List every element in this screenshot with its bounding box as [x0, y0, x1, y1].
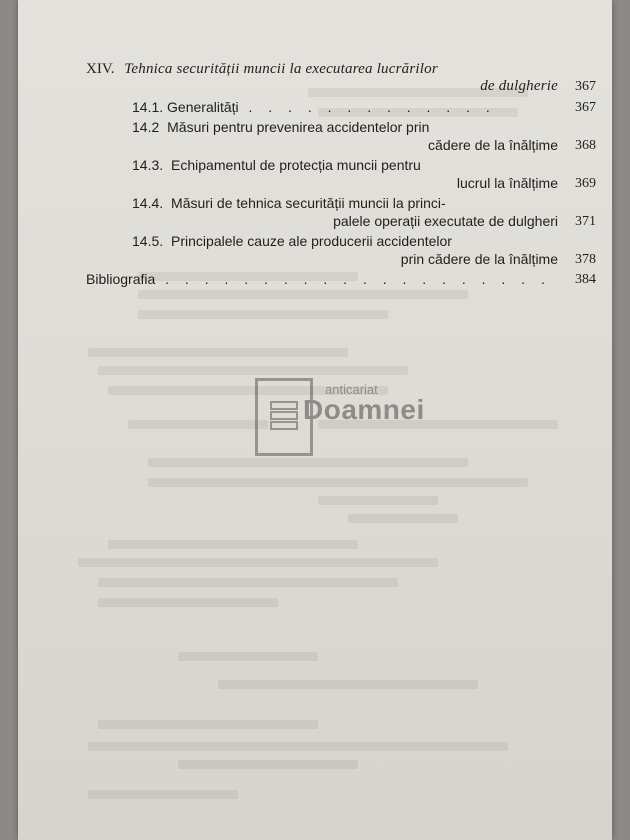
chapter-title-line2: de dulgherie — [480, 78, 558, 94]
watermark-small-text: anticariat — [325, 382, 378, 397]
section-page: 367 — [575, 100, 596, 115]
section-number: 14.5. — [132, 233, 164, 249]
leader-dots: . . . . . . . . . . . . . . . . . . . . — [165, 271, 551, 287]
bibliography-page: 384 — [575, 272, 596, 287]
section-number: 14.3. — [132, 157, 164, 173]
section-title-cont: lucrul la înălțime — [456, 175, 558, 191]
bibliography-label: Bibliografia — [86, 271, 156, 287]
section-page: 371 — [575, 214, 596, 229]
chapter-page: 367 — [575, 79, 596, 94]
section-number: 14.2 — [132, 119, 160, 135]
section-title: Principalele cauze ale producerii accidentelor — [171, 233, 452, 249]
section-title: Echipamentul de protecția muncii pentru — [171, 157, 421, 173]
section-title-cont: palele operații executate de dulgheri — [333, 213, 558, 229]
section-title: Măsuri de tehnica securității muncii la princi- — [171, 195, 446, 211]
book-page — [18, 0, 612, 840]
toc-entry — [86, 118, 596, 137]
toc-entry — [86, 194, 596, 213]
bibliography-entry — [86, 270, 596, 289]
section-page: 378 — [575, 252, 596, 267]
chapter-title-line1: Tehnica securității muncii la executarea lucrărilor — [124, 61, 438, 77]
chapter-label: XIV. — [86, 61, 115, 77]
books-icon — [269, 398, 299, 434]
anticariat-watermark — [255, 378, 435, 458]
section-number: 14.4. — [132, 195, 164, 211]
section-title-cont: prin cădere de la înălțime — [400, 251, 558, 267]
section-title-cont: cădere de la înălțime — [428, 137, 558, 153]
toc-entry — [86, 232, 596, 251]
watermark-big-text: Doamnei — [303, 394, 425, 425]
toc-entry — [86, 156, 596, 175]
section-page: 368 — [575, 138, 596, 153]
section-page: 369 — [575, 176, 596, 191]
section-title: Generalități — [167, 99, 239, 115]
toc-entry — [86, 98, 596, 117]
leader-dots: . . . . . . . . . . . . . — [248, 99, 496, 115]
section-title: Măsuri pentru prevenirea accidentelor prin — [167, 119, 430, 135]
section-number: 14.1. — [132, 99, 164, 115]
